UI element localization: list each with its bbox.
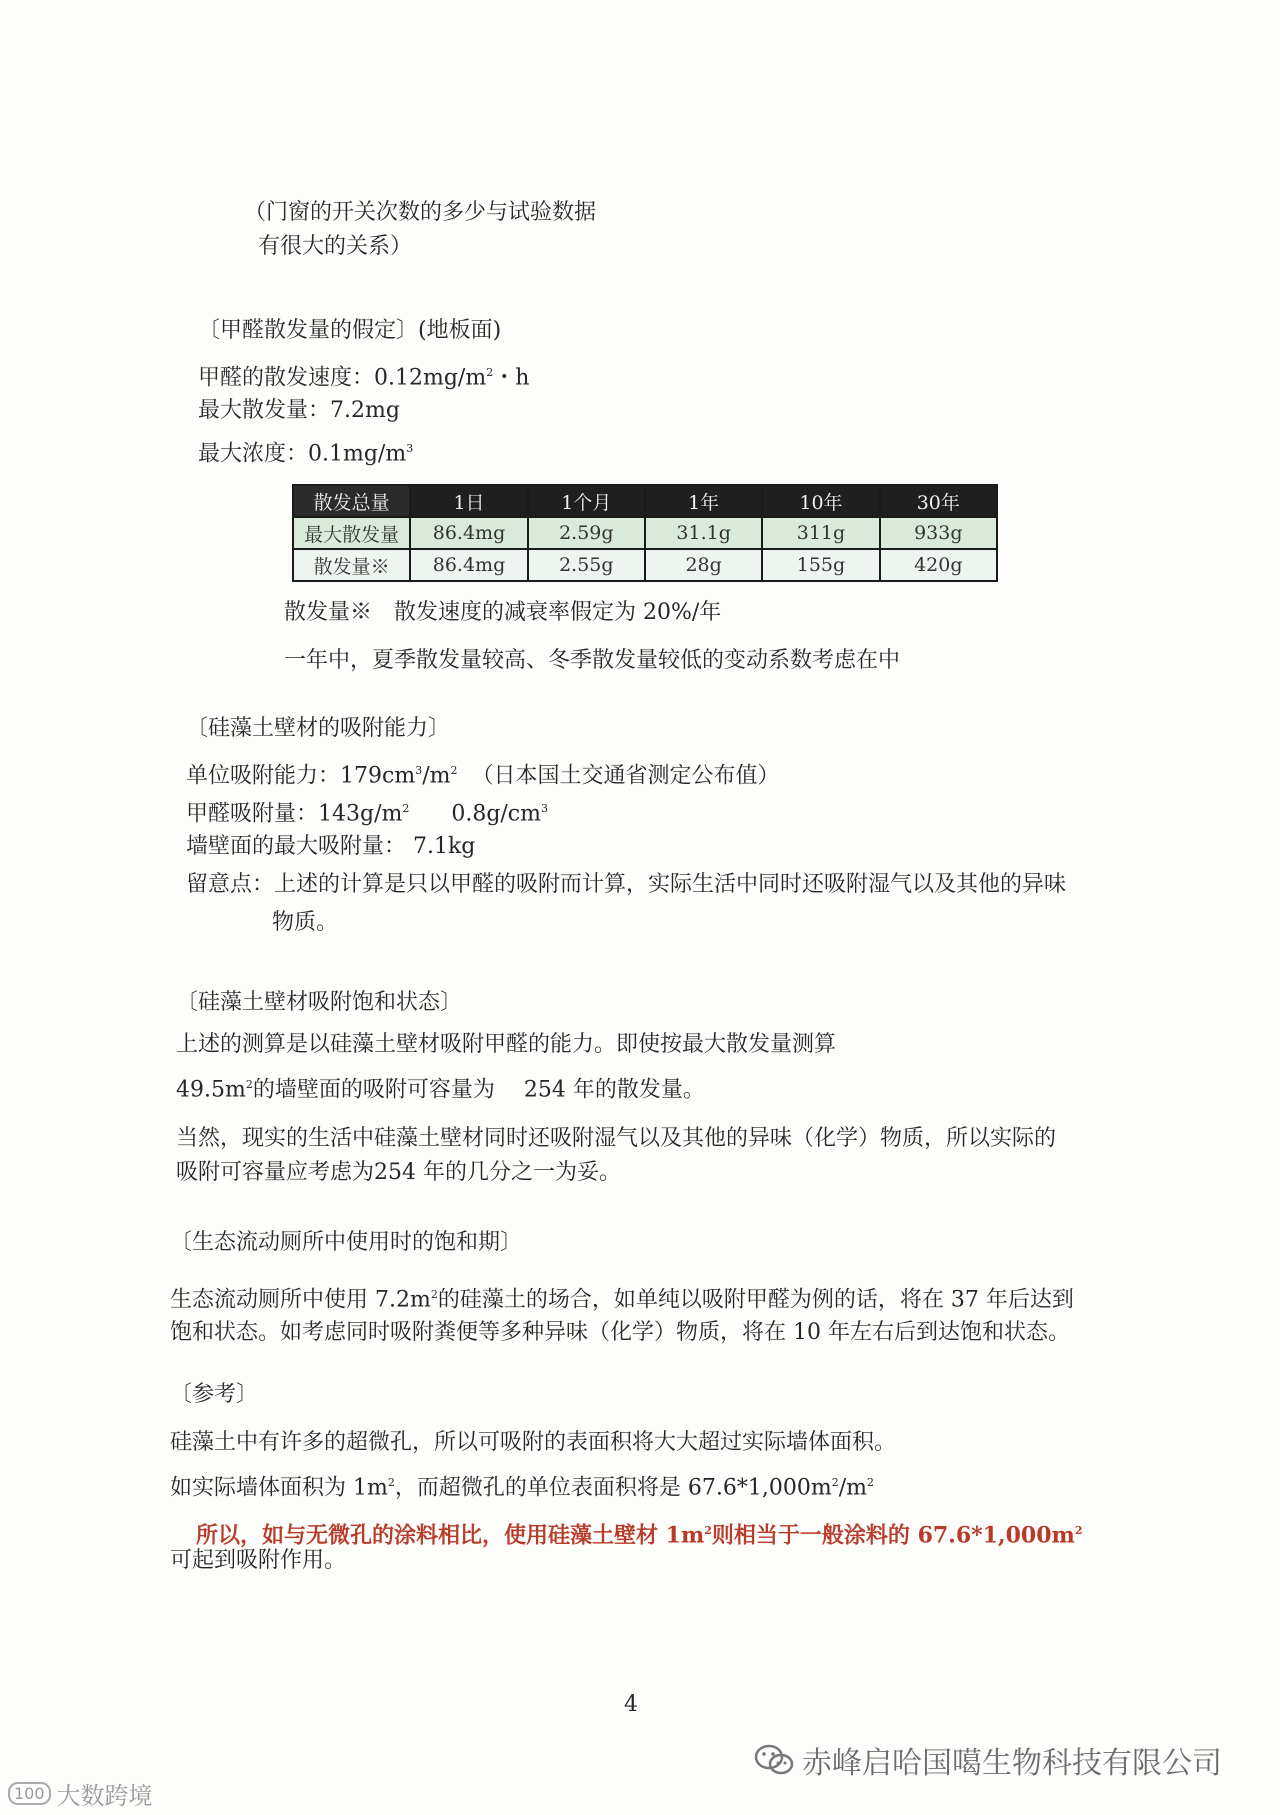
wechat-icon bbox=[754, 1744, 794, 1776]
intro-line-2: 有很大的关系） bbox=[258, 234, 413, 259]
saturation-line-4: 吸附可容量应考虑为254 年的几分之一为妥。 bbox=[176, 1160, 621, 1185]
table-cell: 933g bbox=[880, 517, 997, 549]
table-header-cell: 30年 bbox=[880, 485, 997, 517]
reference-line-1: 硅藻土中有许多的超微孔，所以可吸附的表面积将大大超过实际墙体面积。 bbox=[170, 1430, 897, 1455]
table-cell: 86.4mg bbox=[410, 549, 527, 581]
wechat-account-name: 赤峰启哈国噶生物科技有限公司 bbox=[802, 1746, 1222, 1781]
toilet-line-1: 生态流动厕所中使用 $7.2m^2$的硅藻土的场合，如单纯以吸附甲醛为例的话，将在 37 年后达到 bbox=[170, 1287, 1074, 1313]
toilet-heading: 〔生态流动厕所中使用时的饱和期〕 bbox=[170, 1230, 523, 1255]
table-cell: 2.55g bbox=[528, 549, 645, 581]
table-cell: 28g bbox=[645, 549, 762, 581]
unit-adsorption: 单位吸附能力：$179cm^3/m^2$ （日本国土交通省测定公布值） bbox=[186, 763, 780, 789]
saturation-line-2: $49.5m^2$的墙壁面的吸附可容量为 254 年的散发量。 bbox=[176, 1077, 705, 1103]
toilet-line-2: 饱和状态。如考虑同时吸附粪便等多种异味（化学）物质，将在 10 年左右后到达饱和状态。 bbox=[170, 1320, 1070, 1345]
logo-mark: 100 bbox=[8, 1782, 51, 1805]
note-line-2: 物质。 bbox=[272, 910, 339, 935]
table-cell: 155g bbox=[762, 549, 879, 581]
table-cell: 2.59g bbox=[528, 517, 645, 549]
table-cell: 420g bbox=[880, 549, 997, 581]
site-logo bbox=[8, 1776, 153, 1811]
logo-text: 大数跨境 bbox=[56, 1782, 153, 1810]
table-cell: 311g bbox=[762, 517, 879, 549]
intro-line-1: （门窗的开关次数的多少与试验数据 bbox=[244, 200, 597, 225]
reference-line-2: 如实际墙体面积为 $1m^2$，而超微孔的单位表面积将是 $67.6*1,000m^2/m^2$ bbox=[170, 1475, 874, 1501]
table-cell: 最大散发量 bbox=[293, 517, 410, 549]
formaldehyde-adsorption: 甲醛吸附量：$143g/m^2$ $0.8g/cm^3$ bbox=[186, 801, 548, 827]
reference-highlight: 所以，如与无微孔的涂料相比，使用硅藻土壁材 $1m^2$则相当于一般涂料的 $67.6*1,000m^2$ bbox=[196, 1522, 1083, 1549]
table-header-cell: 散发总量 bbox=[293, 485, 410, 517]
table-header-cell: 1年 bbox=[645, 485, 762, 517]
table-header-row bbox=[293, 485, 997, 517]
table-row bbox=[293, 517, 997, 549]
emission-note-2: 一年中，夏季散发量较高、冬季散发量较低的变动系数考虑在中 bbox=[284, 648, 901, 673]
emission-rate: 甲醛的散发速度：$0.12mg/m^2$・h bbox=[198, 365, 530, 391]
wall-max-adsorption: 墙壁面的最大吸附量： 7.1kg bbox=[186, 834, 476, 859]
note-line-1: 留意点：上述的计算是只以甲醛的吸附而计算，实际生活中同时还吸附湿气以及其他的异味 bbox=[186, 872, 1067, 897]
page-number: 4 bbox=[624, 1692, 638, 1717]
adsorption-heading: 〔硅藻土壁材的吸附能力〕 bbox=[186, 716, 451, 741]
table-header-cell: 1日 bbox=[410, 485, 527, 517]
table-header-cell: 10年 bbox=[762, 485, 879, 517]
emission-table bbox=[292, 484, 998, 582]
saturation-heading: 〔硅藻土壁材吸附饱和状态〕 bbox=[176, 990, 463, 1015]
saturation-line-1: 上述的测算是以硅藻土壁材吸附甲醛的能力。即使按最大散发量测算 bbox=[176, 1032, 837, 1057]
table-cell: 散发量※ bbox=[293, 549, 410, 581]
reference-heading: 〔参考〕 bbox=[170, 1382, 259, 1407]
emission-note-1: 散发量※ 散发速度的减衰率假定为 20%/年 bbox=[284, 600, 722, 625]
table-row bbox=[293, 549, 997, 581]
saturation-line-3: 当然，现实的生活中硅藻土壁材同时还吸附湿气以及其他的异味（化学）物质，所以实际的 bbox=[176, 1126, 1057, 1151]
wechat-watermark bbox=[754, 1738, 1222, 1782]
table-cell: 31.1g bbox=[645, 517, 762, 549]
table-header-cell: 1个月 bbox=[528, 485, 645, 517]
reference-line-4: 可起到吸附作用。 bbox=[170, 1548, 347, 1573]
table-cell: 86.4mg bbox=[410, 517, 527, 549]
emission-heading: 〔甲醛散发量的假定〕(地板面) bbox=[198, 318, 502, 343]
max-concentration: 最大浓度：$0.1mg/m^3$ bbox=[198, 441, 414, 467]
max-emission: 最大散发量：7.2mg bbox=[198, 398, 400, 423]
